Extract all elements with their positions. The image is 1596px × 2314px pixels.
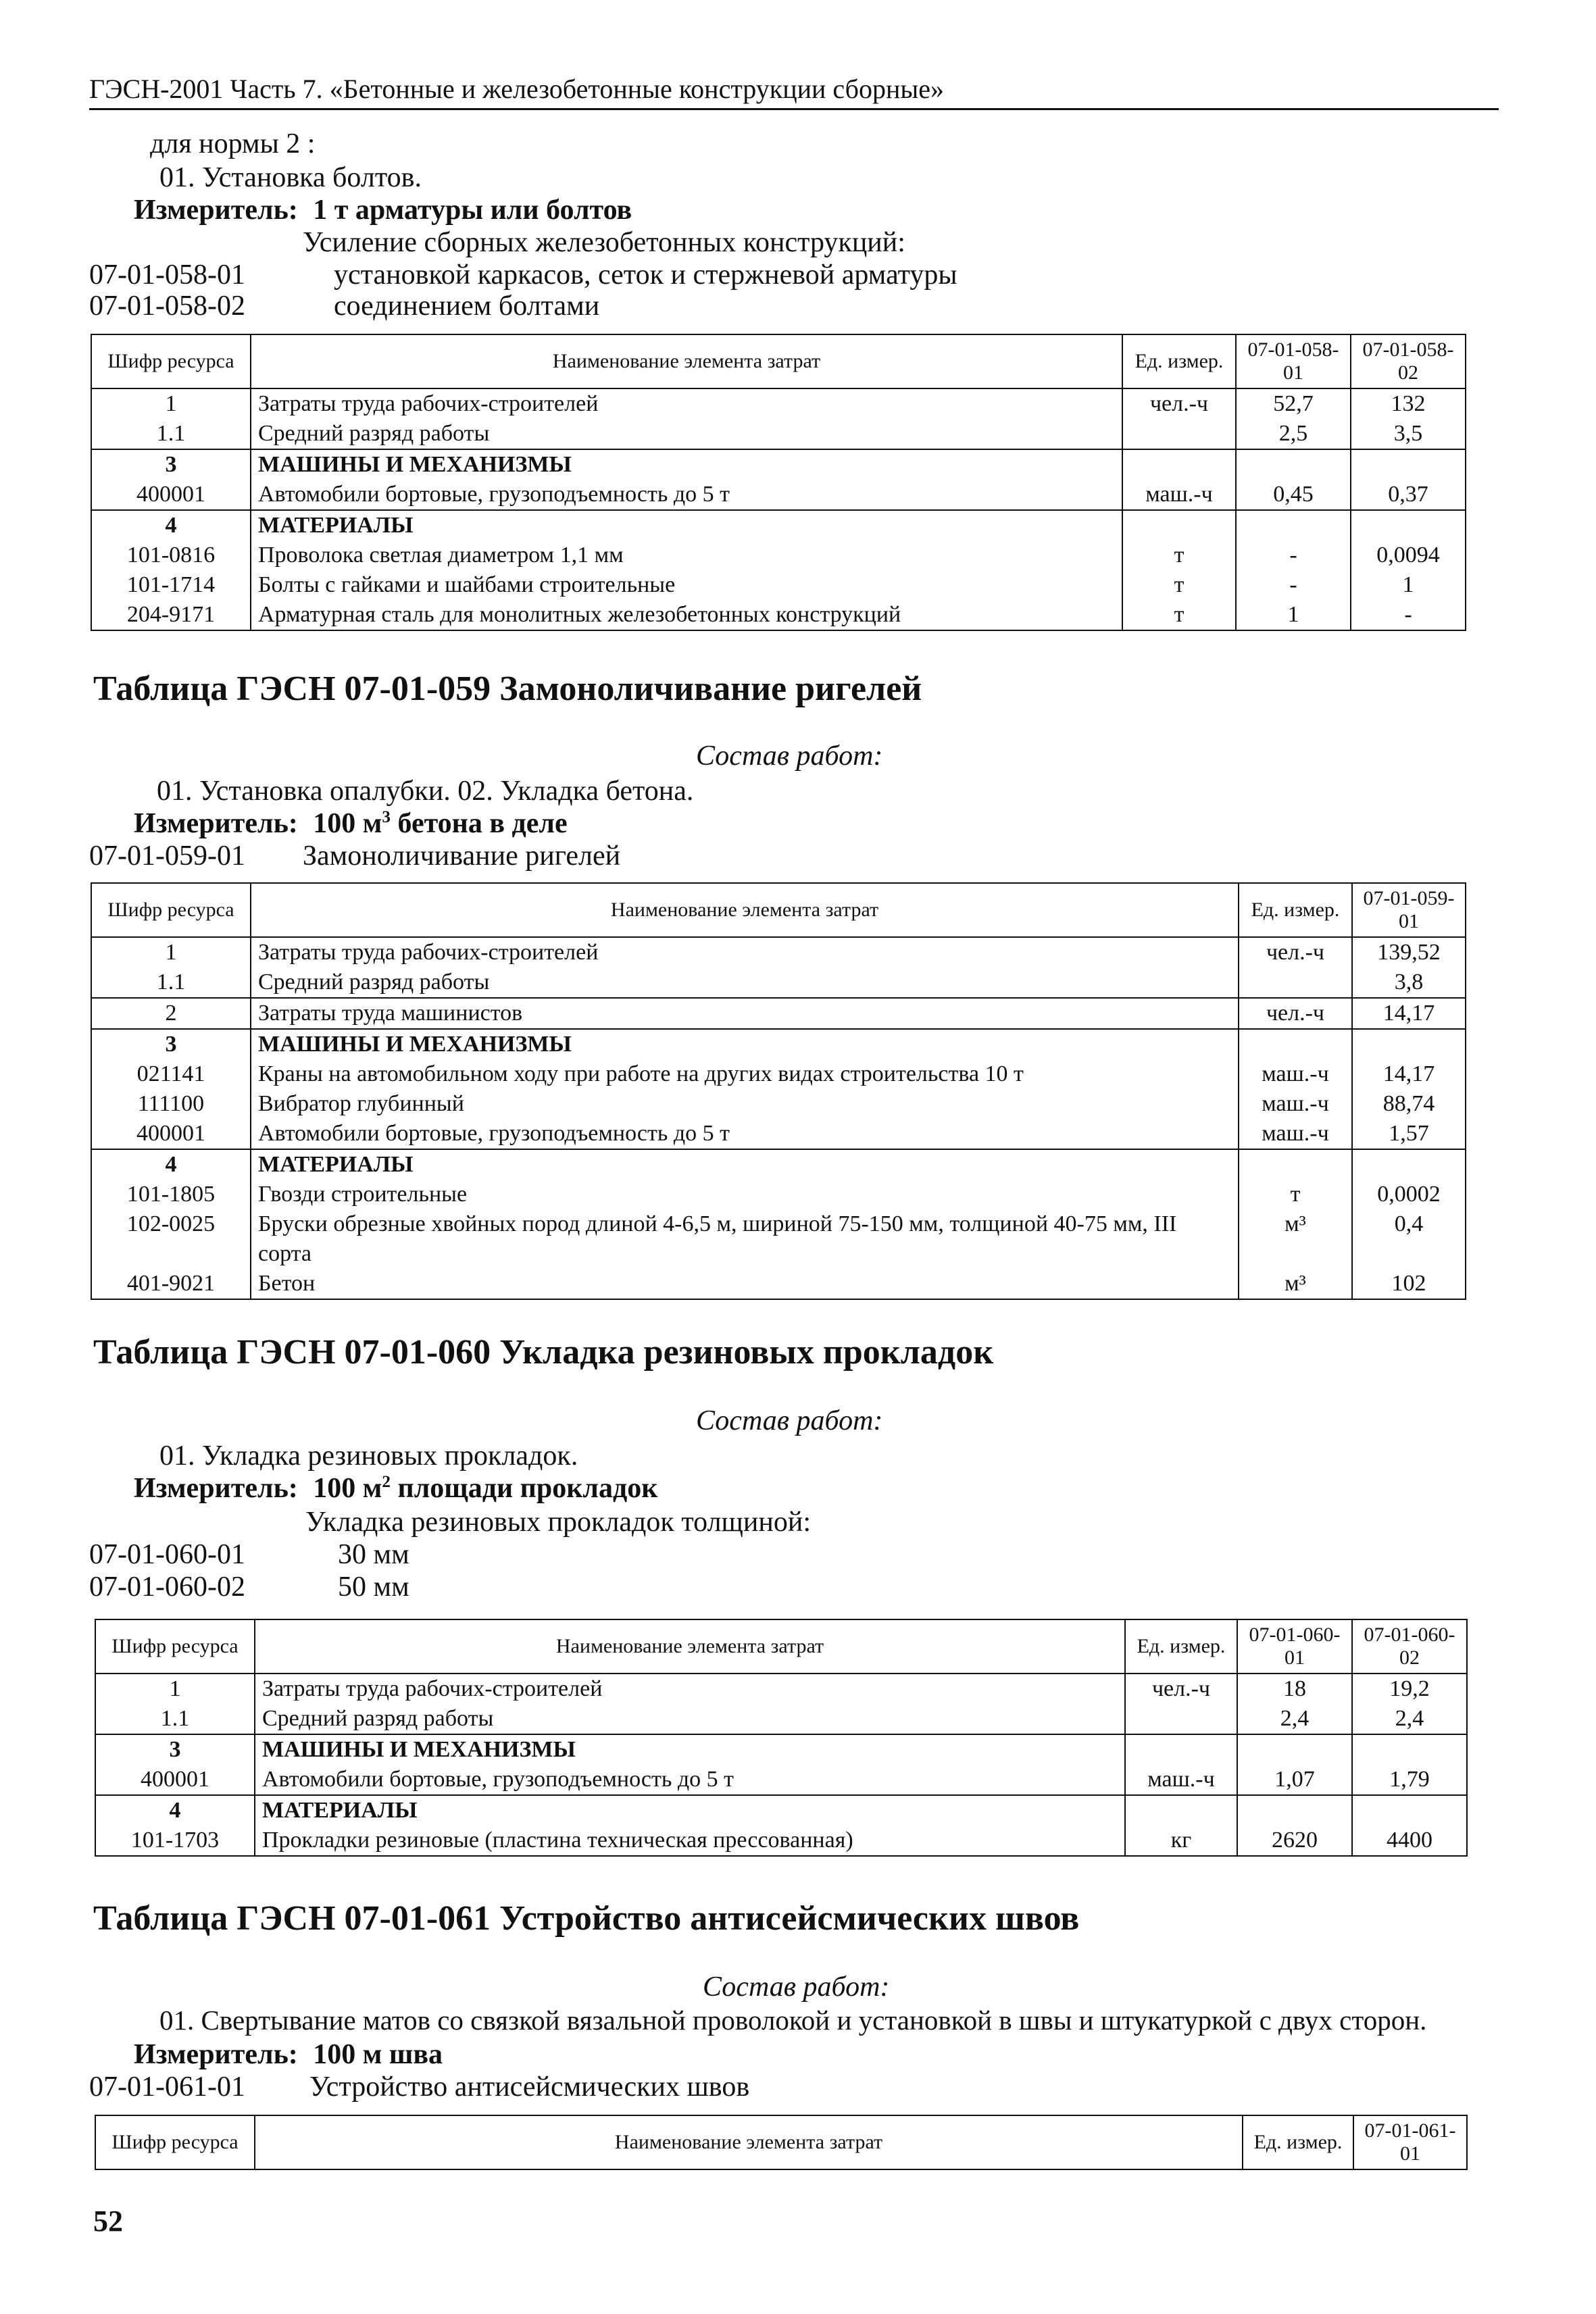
- cell-value: -: [1351, 600, 1466, 630]
- cell-value: 1,57: [1352, 1119, 1466, 1149]
- cell-unit: чел.-ч: [1239, 937, 1352, 967]
- cell-code: 021141: [91, 1059, 251, 1089]
- cell-value: 1: [1236, 600, 1351, 630]
- cell-unit: т: [1122, 600, 1236, 630]
- meter-label: Измеритель:: [134, 195, 298, 226]
- group-title: Усиление сборных железобетонных конструкций:: [303, 227, 905, 258]
- header-rule: [89, 108, 1499, 110]
- cell-value: 102: [1352, 1269, 1466, 1299]
- col-header-unit: Ед. измер.: [1243, 2115, 1353, 2169]
- cell-group-name: МАШИНЫ И МЕХАНИЗМЫ: [251, 449, 1122, 480]
- cell-code: 101-1714: [91, 570, 251, 600]
- table-row: [91, 540, 1466, 570]
- cell-code: 1: [95, 1674, 255, 1704]
- norm-desc: установкой каркасов, сеток и стержневой арматуры: [334, 259, 957, 291]
- meter-value: 100 $м^2$ площади прокладок: [313, 1473, 658, 1504]
- cell-unit: чел.-ч: [1125, 1674, 1237, 1704]
- norm-desc: Замоноличивание ригелей: [303, 840, 621, 872]
- cell-unit: м³: [1239, 1209, 1352, 1269]
- cell-value: 1,07: [1237, 1765, 1352, 1795]
- col-header-code: Шифр ресурса: [95, 2115, 255, 2169]
- table-row: [91, 1089, 1466, 1119]
- meter-label: Измеритель:: [134, 808, 298, 839]
- cell-value: [1352, 1149, 1466, 1180]
- cell-code: 111100: [91, 1089, 251, 1119]
- composition-label: Состав работ:: [703, 1971, 890, 2003]
- cell-code: 204-9171: [91, 600, 251, 630]
- cell-name: Краны на автомобильном ходу при работе на других видах строительства 10 т: [251, 1059, 1239, 1089]
- cell-code: 1.1: [95, 1704, 255, 1734]
- cell-name: Арматурная сталь для монолитных железобетонных конструкций: [251, 600, 1122, 630]
- meter-label: Измеритель:: [134, 2039, 298, 2070]
- cell-name: Бетон: [251, 1269, 1239, 1299]
- cell-value: -: [1236, 570, 1351, 600]
- table-row: [91, 449, 1466, 480]
- cell-code: 1.1: [91, 967, 251, 998]
- cell-code: 102-0025: [91, 1209, 251, 1269]
- cell-value: 1: [1351, 570, 1466, 600]
- cell-value: 0,45: [1236, 480, 1351, 510]
- norm-code: 07-01-059-01: [89, 840, 245, 872]
- table-title-059: Таблица ГЭСН 07-01-059 Замоноличивание ригелей: [93, 670, 922, 708]
- cell-unit: [1125, 1795, 1237, 1826]
- cell-code: 101-1805: [91, 1180, 251, 1209]
- cell-unit: т: [1122, 540, 1236, 570]
- table-row: [95, 1704, 1467, 1734]
- resource-table-060: [95, 1619, 1468, 1857]
- table-header-row: [91, 334, 1466, 388]
- cell-value: 2620: [1237, 1826, 1352, 1856]
- table-row: [91, 388, 1466, 419]
- norm-desc: Устройство антисейсмических швов: [309, 2071, 750, 2103]
- cell-unit: маш.-ч: [1239, 1119, 1352, 1149]
- meter-line: [134, 1473, 657, 1504]
- work-items: 01. Свертывание матов со связкой вязальной проволокой и установкой в швы и штукатуркой с двух сторон.: [159, 2005, 1427, 2036]
- cell-unit: маш.-ч: [1239, 1059, 1352, 1089]
- col-header-norm: 07-01-058-01: [1236, 334, 1351, 388]
- norm-desc: 50 мм: [338, 1571, 409, 1603]
- table-row: [95, 1826, 1467, 1856]
- cell-name: Затраты труда рабочих-строителей: [251, 388, 1122, 419]
- cell-code: 3: [91, 449, 251, 480]
- cell-value: [1236, 510, 1351, 540]
- cell-name: Затраты труда рабочих-строителей: [255, 1674, 1125, 1704]
- col-header-name: Наименование элемента затрат: [255, 2115, 1243, 2169]
- col-header-code: Шифр ресурса: [91, 883, 251, 937]
- table-row: [91, 600, 1466, 630]
- cell-name: Затраты труда рабочих-строителей: [251, 937, 1239, 967]
- cell-unit: чел.-ч: [1239, 998, 1352, 1029]
- cell-value: [1352, 1029, 1466, 1059]
- cell-value: [1351, 510, 1466, 540]
- table-row: [91, 1269, 1466, 1299]
- cell-value: 14,17: [1352, 998, 1466, 1029]
- page-number: 52: [93, 2205, 123, 2238]
- cell-unit: кг: [1125, 1826, 1237, 1856]
- col-header-code: Шифр ресурса: [91, 334, 251, 388]
- meter-line: [134, 2039, 443, 2070]
- table-row: [91, 967, 1466, 998]
- cell-value: 139,52: [1352, 937, 1466, 967]
- cell-unit: т: [1122, 570, 1236, 600]
- table-row: [95, 1795, 1467, 1826]
- cell-value: 2,4: [1352, 1704, 1467, 1734]
- cell-code: 1.1: [91, 419, 251, 449]
- cell-unit: [1239, 1149, 1352, 1180]
- resource-table-059: [91, 882, 1466, 1300]
- cell-unit: [1122, 510, 1236, 540]
- table-header-row: [95, 1619, 1467, 1674]
- cell-name: Болты с гайками и шайбами строительные: [251, 570, 1122, 600]
- cell-value: 0,0094: [1351, 540, 1466, 570]
- cell-unit: [1125, 1734, 1237, 1765]
- col-header-name: Наименование элемента затрат: [251, 334, 1122, 388]
- col-header-code: Шифр ресурса: [95, 1619, 255, 1674]
- resource-table-058: [91, 334, 1466, 631]
- running-header: ГЭСН-2001 Часть 7. «Бетонные и железобетонные конструкции сборные»: [89, 74, 945, 104]
- cell-name: Автомобили бортовые, грузоподъемность до 5 т: [251, 1119, 1239, 1149]
- table-row: [95, 1765, 1467, 1795]
- cell-value: 0,4: [1352, 1209, 1466, 1269]
- cell-value: 14,17: [1352, 1059, 1466, 1089]
- cell-group-name: МАТЕРИАЛЫ: [255, 1795, 1125, 1826]
- cell-name: Прокладки резиновые (пластина техническая прессованная): [255, 1826, 1125, 1856]
- table-row: [91, 1119, 1466, 1149]
- cell-unit: [1125, 1704, 1237, 1734]
- work-items: 01. Укладка резиновых прокладок.: [159, 1440, 578, 1472]
- cell-code: 101-0816: [91, 540, 251, 570]
- cell-code: 400001: [91, 1119, 251, 1149]
- cell-unit: [1239, 967, 1352, 998]
- table-row: [91, 570, 1466, 600]
- cell-value: [1351, 449, 1466, 480]
- table-row: [91, 998, 1466, 1029]
- group-title: Укладка резиновых прокладок толщиной:: [305, 1507, 811, 1538]
- table-row: [91, 419, 1466, 449]
- cell-value: [1237, 1795, 1352, 1826]
- cell-value: 3,5: [1351, 419, 1466, 449]
- meter-line: [134, 195, 632, 226]
- table-header-row: [95, 2115, 1467, 2169]
- col-header-norm: 07-01-061-01: [1353, 2115, 1467, 2169]
- cell-name: Вибратор глубинный: [251, 1089, 1239, 1119]
- cell-value: 132: [1351, 388, 1466, 419]
- col-header-norm: 07-01-059-01: [1352, 883, 1466, 937]
- cell-name: Автомобили бортовые, грузоподъемность до 5 т: [251, 480, 1122, 510]
- table-row: [91, 480, 1466, 510]
- cell-value: -: [1236, 540, 1351, 570]
- table-row: [91, 1029, 1466, 1059]
- col-header-name: Наименование элемента затрат: [251, 883, 1239, 937]
- cell-unit: м³: [1239, 1269, 1352, 1299]
- cell-value: 0,37: [1351, 480, 1466, 510]
- cell-value: 18: [1237, 1674, 1352, 1704]
- cell-unit: т: [1239, 1180, 1352, 1209]
- cell-value: 52,7: [1236, 388, 1351, 419]
- cell-value: 4400: [1352, 1826, 1467, 1856]
- cell-code: 4: [91, 1149, 251, 1180]
- meter-value: 1 т арматуры или болтов: [313, 195, 632, 226]
- norm-code: 07-01-061-01: [89, 2071, 245, 2103]
- cell-value: 2,5: [1236, 419, 1351, 449]
- cell-name: Затраты труда машинистов: [251, 998, 1239, 1029]
- cell-name: Автомобили бортовые, грузоподъемность до 5 т: [255, 1765, 1125, 1795]
- cell-code: 401-9021: [91, 1269, 251, 1299]
- meter-label: Измеритель:: [134, 1473, 298, 1504]
- cell-unit: маш.-ч: [1122, 480, 1236, 510]
- cell-code: 400001: [91, 480, 251, 510]
- cell-name: Проволока светлая диаметром 1,1 мм: [251, 540, 1122, 570]
- cell-code: 3: [95, 1734, 255, 1765]
- composition-label: Состав работ:: [696, 740, 883, 772]
- cell-code: 1: [91, 937, 251, 967]
- cell-code: 2: [91, 998, 251, 1029]
- meter-line: [134, 808, 568, 839]
- cell-value: 1,79: [1352, 1765, 1467, 1795]
- cell-group-name: МАТЕРИАЛЫ: [251, 1149, 1239, 1180]
- norm-desc: 30 мм: [338, 1539, 409, 1570]
- table-header-row: [91, 883, 1466, 937]
- work-item: 01. Установка болтов.: [159, 162, 422, 193]
- meter-value: 100 $м^3$ бетона в деле: [313, 808, 568, 839]
- col-header-name: Наименование элемента затрат: [255, 1619, 1125, 1674]
- cell-code: 4: [91, 510, 251, 540]
- cell-value: [1352, 1795, 1467, 1826]
- composition-label: Состав работ:: [696, 1405, 883, 1436]
- cell-code: 400001: [95, 1765, 255, 1795]
- work-items: 01. Установка опалубки. 02. Укладка бетона.: [157, 776, 694, 807]
- cell-value: [1237, 1734, 1352, 1765]
- col-header-unit: Ед. измер.: [1239, 883, 1352, 937]
- cell-code: 101-1703: [95, 1826, 255, 1856]
- col-header-unit: Ед. измер.: [1122, 334, 1236, 388]
- cell-group-name: МАШИНЫ И МЕХАНИЗМЫ: [255, 1734, 1125, 1765]
- cell-name: Средний разряд работы: [251, 419, 1122, 449]
- cell-value: 19,2: [1352, 1674, 1467, 1704]
- norm-code: 07-01-060-02: [89, 1571, 245, 1603]
- cell-name: Гвозди строительные: [251, 1180, 1239, 1209]
- code-line: [89, 291, 245, 322]
- cell-group-name: МАШИНЫ И МЕХАНИЗМЫ: [251, 1029, 1239, 1059]
- cell-unit: маш.-ч: [1125, 1765, 1237, 1795]
- col-header-norm: 07-01-060-02: [1352, 1619, 1467, 1674]
- cell-unit: [1122, 419, 1236, 449]
- cell-value: 88,74: [1352, 1089, 1466, 1119]
- norm-code: 07-01-058-01: [89, 259, 245, 291]
- cell-code: 4: [95, 1795, 255, 1826]
- code-line: [89, 259, 245, 291]
- cell-value: [1352, 1734, 1467, 1765]
- meter-value: 100 м шва: [313, 2039, 443, 2070]
- table-row: [91, 937, 1466, 967]
- cell-name: Средний разряд работы: [255, 1704, 1125, 1734]
- table-row: [91, 1209, 1466, 1269]
- cell-code: 3: [91, 1029, 251, 1059]
- cell-unit: чел.-ч: [1122, 388, 1236, 419]
- table-row: [91, 1180, 1466, 1209]
- table-row: [91, 510, 1466, 540]
- table-row: [95, 1734, 1467, 1765]
- cell-value: 2,4: [1237, 1704, 1352, 1734]
- resource-table-061: [95, 2115, 1468, 2170]
- for-norm-label: для нормы 2 :: [150, 128, 316, 159]
- table-row: [91, 1059, 1466, 1089]
- cell-value: 3,8: [1352, 967, 1466, 998]
- cell-name: Бруски обрезные хвойных пород длиной 4-6,5 м, шириной 75-150 мм, толщиной 40-75 мм, III сорта: [251, 1209, 1239, 1269]
- norm-desc: соединением болтами: [334, 291, 600, 322]
- col-header-norm: 07-01-060-01: [1237, 1619, 1352, 1674]
- norm-code: 07-01-060-01: [89, 1539, 245, 1570]
- table-row: [91, 1149, 1466, 1180]
- cell-unit: [1122, 449, 1236, 480]
- col-header-norm: 07-01-058-02: [1351, 334, 1466, 388]
- cell-name: Средний разряд работы: [251, 967, 1239, 998]
- col-header-unit: Ед. измер.: [1125, 1619, 1237, 1674]
- cell-unit: [1239, 1029, 1352, 1059]
- table-title-060: Таблица ГЭСН 07-01-060 Укладка резиновых прокладок: [93, 1333, 994, 1372]
- table-title-061: Таблица ГЭСН 07-01-061 Устройство антисейсмических швов: [93, 1899, 1080, 1938]
- cell-value: 0,0002: [1352, 1180, 1466, 1209]
- cell-code: 1: [91, 388, 251, 419]
- norm-code: 07-01-058-02: [89, 291, 245, 322]
- cell-value: [1236, 449, 1351, 480]
- cell-unit: маш.-ч: [1239, 1089, 1352, 1119]
- cell-group-name: МАТЕРИАЛЫ: [251, 510, 1122, 540]
- table-row: [95, 1674, 1467, 1704]
